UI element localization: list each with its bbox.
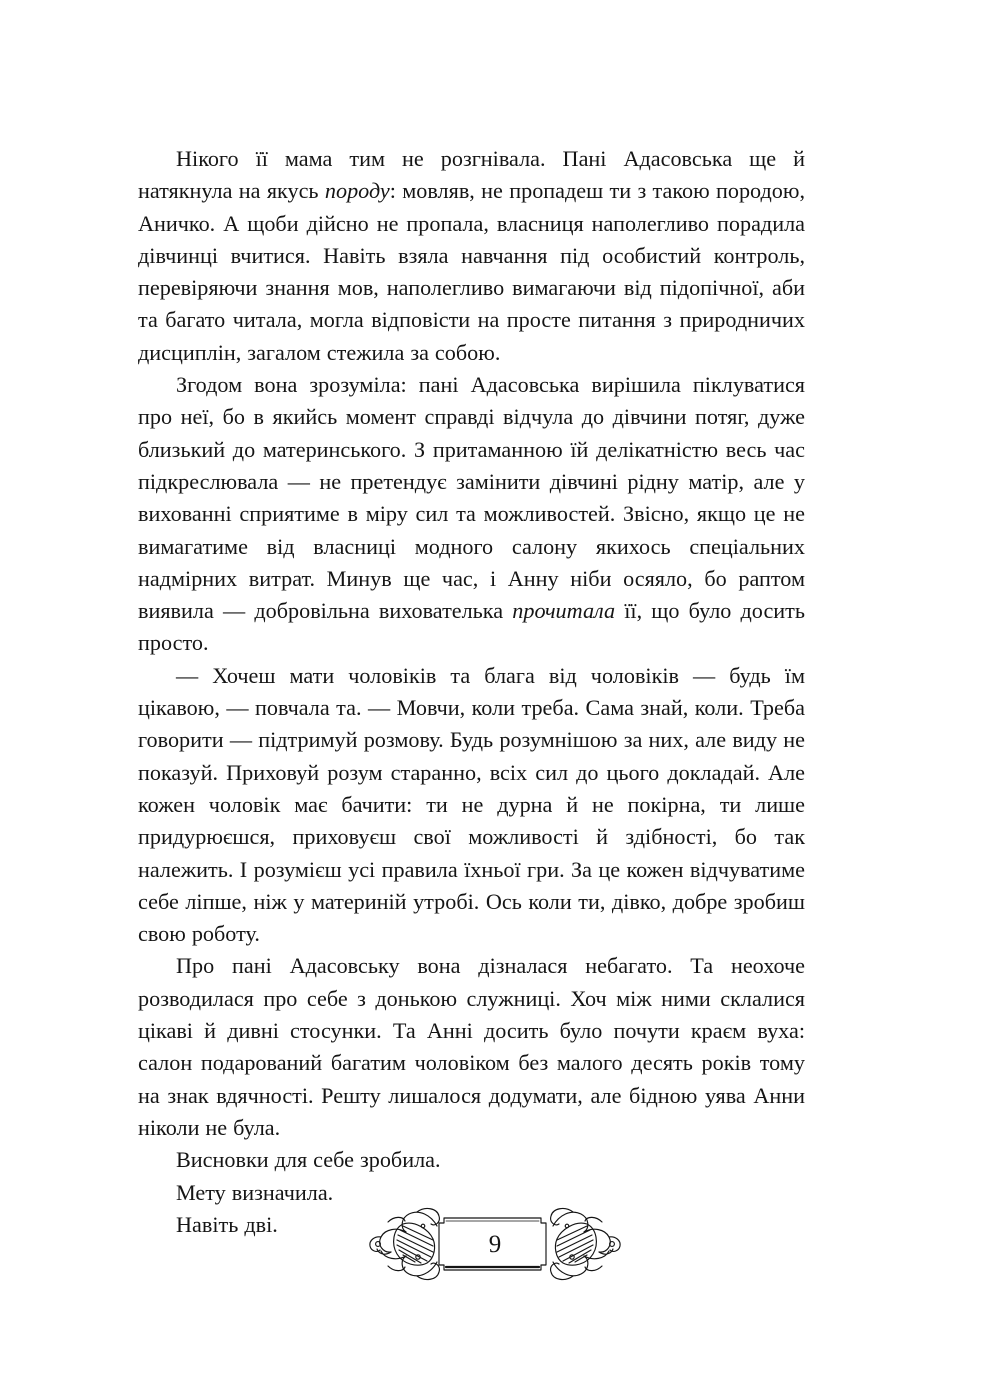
paragraph [138,143,805,369]
body-text: Згодом вона зрозуміла: пані Адасовська вирішила піклуватися про неї, бо в якийсь момент справді відчула до дівчини потяг, дуже близький до материнського. З притаманною їй делікатністю весь час підкреслювала — не претендує замінити дівчині рідну матір, але у вихованні сприятиме в міру сил та можливостей. Звісно, якщо це не вимагатиме від власниці модного салону якихось спеціальних надмірних витрат. Минув ще час, і Анну ніби осяяло, бо раптом виявила — добровільна вихователька [138,372,805,624]
emphasis-text: прочитала [512,598,616,624]
body-text: — Хочеш мати чоловіків та блага від чоловіків — будь їм цікавою, — повчала та. — Мовчи, коли треба. Сама знай, коли. Треба говорити — підтримуй розмову. Будь розумнішою за них, але виду не показуй. Приховуй розум старанно, всіх сил до цього докладай. Але кожен чоловік має бачити: ти не дурна й не покірна, ти лише придурюєшся, приховуєш свої можливості й здібності, бо так належить. І розумієш усі правила їхньої гри. За це кожен відчуватиме себе ліпше, ніж у материній утробі. Ось коли ти, дівко, добре зробиш свою роботу. [138,662,805,947]
body-text: її, що було досить просто. [138,598,805,656]
body-text: Мету визначила. [176,1179,334,1205]
paragraph-dialogue [138,660,805,951]
flourish-right [550,1209,620,1280]
body-text: Про пані Адасовську вона дізналася небагато. Та неохоче розводилася про себе з донькою служниці. Хоч між ними склалися цікаві й дивні стосунки. Та Анні досить було почути краєм вуха: салон подарований багатим чоловіком без малого десять років тому на знак вдячності. Решту лишалося додумати, але бідною уява Анни ніколи не була. [138,953,805,1140]
body-text: Висновки для себе зробила. [176,1147,441,1173]
paragraph [138,369,805,660]
cartouche-svg [345,1196,645,1292]
page-footer-ornament [0,1196,989,1292]
body-text-block [138,143,805,1241]
body-text: Нікого її мама тим не розгнівала. Пані Адасовська ще й натякнула на якусь [138,146,805,204]
emphasis-text: породу [324,178,390,204]
flourish-left [369,1209,439,1280]
page-number: 9 [488,1231,501,1258]
paragraph [138,1144,805,1176]
body-text: Навіть дві. [176,1211,278,1237]
body-text: : мовляв, не пропадеш ти з такою породою, Аничко. А щоби дійсно не пропала, власниця наполегливо порадила дівчинці вчитися. Навіть взяла навчання під особистий контроль, перевіряючи знання мов, наполегливо вимагаючи від підопічної, аби та багато читала, могла відповісти на просте питання з природничих дисциплін, загалом стежила за собою. [138,178,806,365]
paragraph [138,950,805,1144]
